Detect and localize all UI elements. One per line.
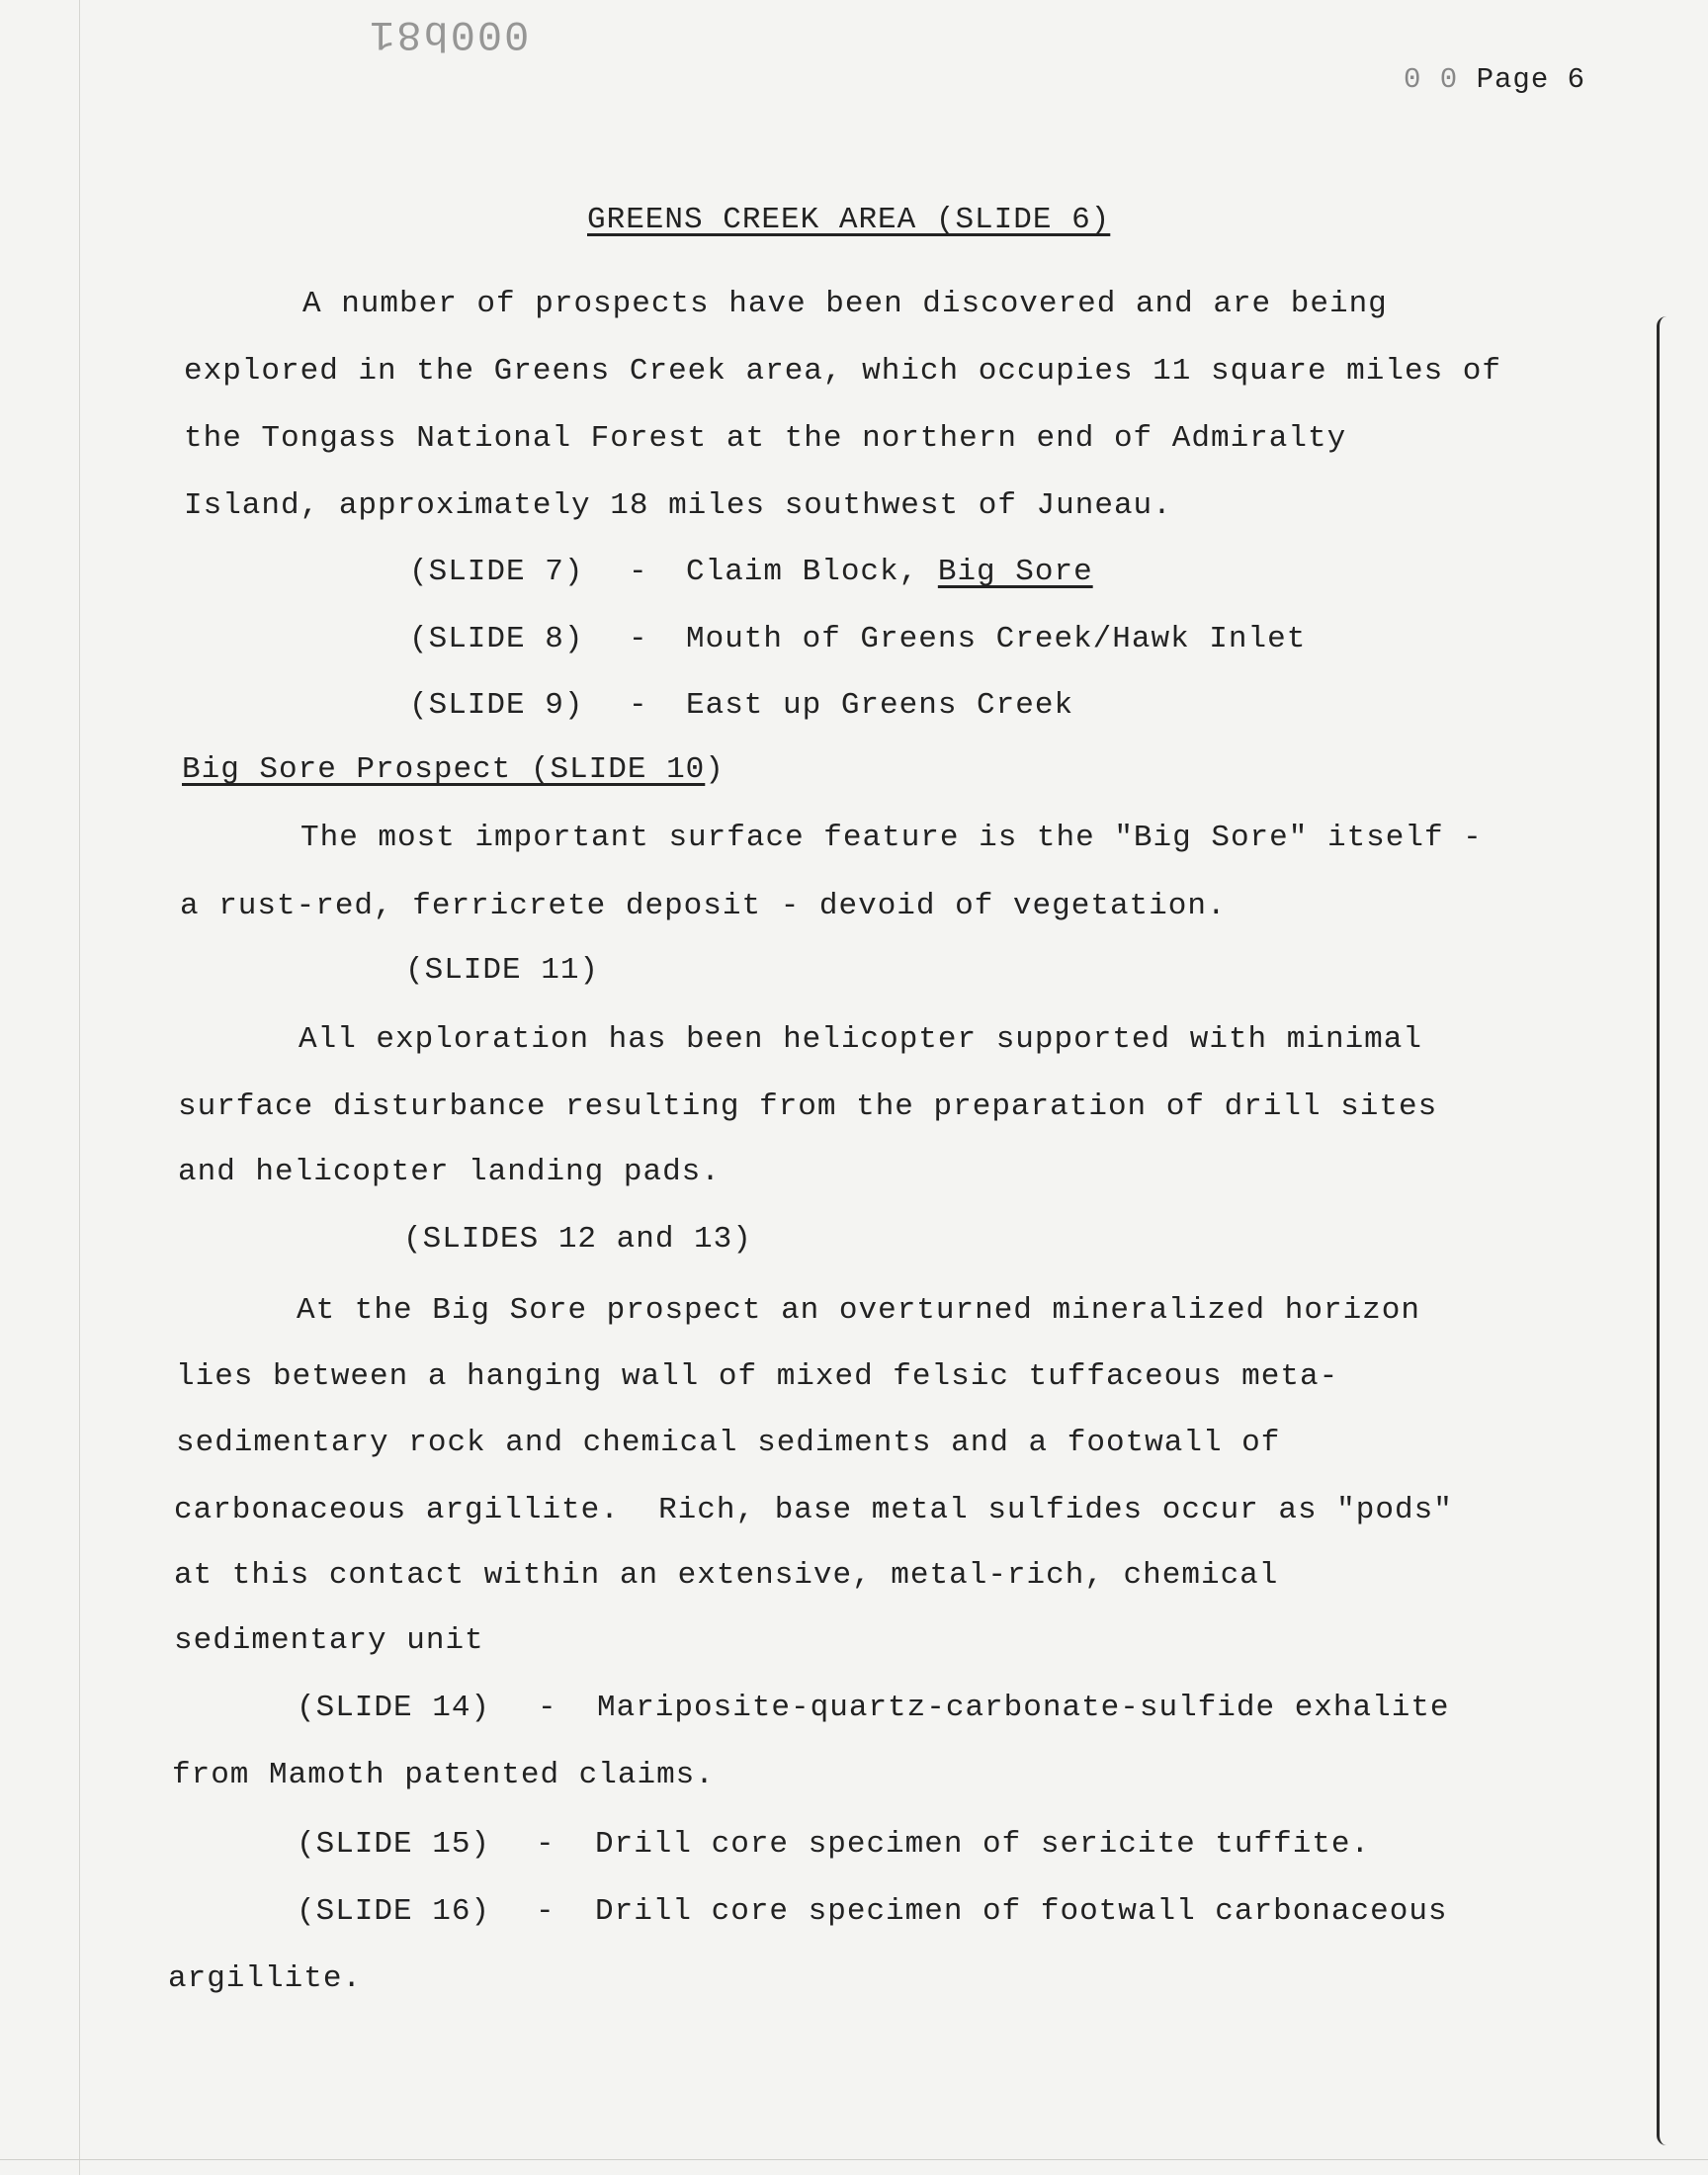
para4-line-2: lies between a hanging wall of mixed felsic tuffaceous meta- (176, 1359, 1339, 1394)
big-sore-underlined: Big Sore (937, 555, 1093, 589)
page-number-value: 6 (1567, 63, 1586, 96)
para4-line-4: carbonaceous argillite. Rich, base metal sulfides occur as "pods" (174, 1493, 1453, 1527)
intro-line-4: Island, approximately 18 miles southwest of Juneau. (184, 488, 1172, 523)
slide-9-label: (SLIDE 9) (409, 688, 584, 723)
para3-line-3: and helicopter landing pads. (178, 1155, 721, 1189)
slide-14-dash: - (538, 1691, 557, 1725)
slide-8-label: (SLIDE 8) (409, 622, 584, 656)
page-number: 0 0 Page 6 (1404, 63, 1586, 96)
para4-line-5: at this contact within an extensive, metal-rich, chemical (174, 1558, 1279, 1593)
slide-14-label: (SLIDE 14) (297, 1691, 491, 1725)
slide-14-continued: from Mamoth patented claims. (172, 1758, 715, 1792)
slide-15-label: (SLIDE 15) (297, 1827, 491, 1862)
slide-8-text: Mouth of Greens Creek/Hawk Inlet (686, 622, 1307, 656)
intro-line-3: the Tongass National Forest at the northern end of Admiralty (184, 421, 1347, 456)
slide-11: (SLIDE 11) (405, 953, 600, 988)
page-label: Page (1476, 63, 1550, 96)
slide-15-dash: - (536, 1827, 555, 1862)
slide-7-dash: - (629, 555, 648, 589)
slide-16-dash: - (536, 1894, 555, 1929)
para4-line-6: sedimentary unit (174, 1623, 484, 1658)
section-heading: Big Sore Prospect (SLIDE 10) (182, 752, 725, 787)
page-right-edge (1657, 316, 1671, 2145)
intro-line-2: explored in the Greens Creek area, which occupies 11 square miles of (184, 354, 1502, 389)
slide-16-label: (SLIDE 16) (297, 1894, 491, 1929)
page-title: GREENS CREEK AREA (SLIDE 6) (587, 203, 1111, 237)
para2-line-2: a rust-red, ferricrete deposit - devoid of vegetation. (180, 889, 1227, 923)
slides-12-13: (SLIDES 12 and 13) (403, 1222, 752, 1257)
para4-line-1: At the Big Sore prospect an overturned mineralized horizon (297, 1293, 1420, 1328)
para2-line-1: The most important surface feature is the "Big Sore" itself - (300, 821, 1483, 855)
slide-9-dash: - (629, 688, 648, 723)
para3-line-2: surface disturbance resulting from the preparation of drill sites (178, 1089, 1438, 1124)
intro-line-1: A number of prospects have been discovered and are being (302, 287, 1388, 321)
archive-stamp: 000b81 (368, 10, 530, 57)
slide-7-label: (SLIDE 7) (409, 555, 584, 589)
slide-8-dash: - (629, 622, 648, 656)
slide-7-text: Claim Block, Big Sore (686, 555, 1093, 589)
slide-9-text: East up Greens Creek (686, 688, 1074, 723)
page-bottom-edge (0, 2159, 1708, 2160)
slide-14-text: Mariposite-quartz-carbonate-sulfide exhalite (597, 1691, 1450, 1725)
page-left-edge (79, 0, 80, 2175)
para4-line-3: sedimentary rock and chemical sediments and a footwall of (176, 1426, 1281, 1460)
slide-15-text: Drill core specimen of sericite tuffite. (595, 1827, 1371, 1862)
para3-line-1: All exploration has been helicopter supported with minimal (299, 1022, 1422, 1057)
slide-16-text: Drill core specimen of footwall carbonaceous (595, 1894, 1448, 1929)
slide-16-continued: argillite. (168, 1961, 363, 1996)
